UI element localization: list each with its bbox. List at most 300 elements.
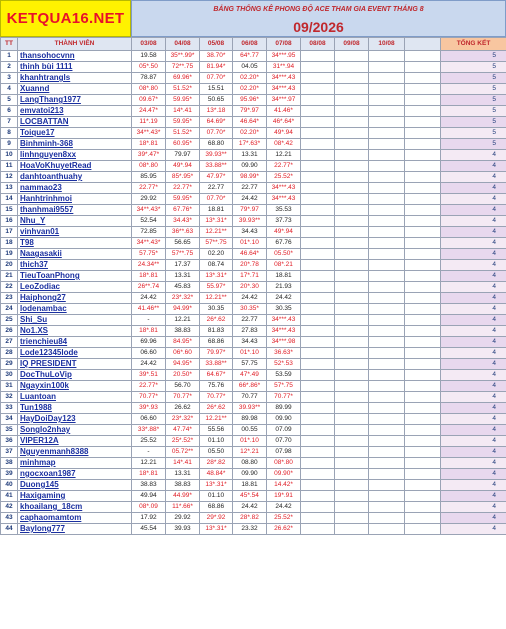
score-cell bbox=[335, 62, 369, 73]
score-cell: 26*.62 bbox=[200, 403, 233, 414]
score-cell: 70.77* bbox=[132, 392, 166, 403]
score-cell: 24.47* bbox=[132, 106, 166, 117]
col-0408: 04/08 bbox=[166, 38, 200, 51]
row-number: 29 bbox=[1, 359, 18, 370]
table-row bbox=[1, 315, 506, 326]
score-cell bbox=[301, 238, 335, 249]
score-cell: 08*.21 bbox=[267, 260, 301, 271]
score-cell: 11*.19 bbox=[132, 117, 166, 128]
score-cell: 01*.10 bbox=[233, 348, 267, 359]
table-row bbox=[1, 73, 506, 84]
score-cell: 14*.41 bbox=[166, 458, 200, 469]
row-number: 6 bbox=[1, 106, 18, 117]
score-cell: - bbox=[132, 447, 166, 458]
score-cell: 59.95* bbox=[166, 117, 200, 128]
score-cell bbox=[369, 436, 405, 447]
member-name[interactable]: IQ PRESIDENT bbox=[18, 359, 132, 370]
score-cell bbox=[301, 282, 335, 293]
blank-cell bbox=[405, 326, 441, 337]
score-cell bbox=[301, 491, 335, 502]
row-number: 8 bbox=[1, 128, 18, 139]
score-cell: 49*.94 bbox=[267, 227, 301, 238]
total-cell: 4 bbox=[441, 436, 506, 447]
table-row bbox=[1, 392, 506, 403]
row-number: 10 bbox=[1, 150, 18, 161]
member-name[interactable]: Haxigaming bbox=[18, 491, 132, 502]
score-cell: 38.83 bbox=[166, 326, 200, 337]
member-name[interactable]: Baylong777 bbox=[18, 524, 132, 535]
score-cell bbox=[369, 260, 405, 271]
member-name[interactable]: nammao23 bbox=[18, 183, 132, 194]
member-name[interactable]: Hanhtrinhmoi bbox=[18, 194, 132, 205]
member-name[interactable]: emvatoi213 bbox=[18, 106, 132, 117]
score-cell: 39*.51 bbox=[132, 370, 166, 381]
score-cell bbox=[369, 161, 405, 172]
score-cell: 37.73 bbox=[267, 216, 301, 227]
score-cell: 13*.18 bbox=[200, 106, 233, 117]
table-row bbox=[1, 524, 506, 535]
row-number: 33 bbox=[1, 403, 18, 414]
total-cell: 4 bbox=[441, 172, 506, 183]
score-cell: 12.21** bbox=[200, 227, 233, 238]
score-cell bbox=[335, 139, 369, 150]
score-cell: 22.77* bbox=[132, 381, 166, 392]
score-cell: 47.74* bbox=[166, 425, 200, 436]
col-member: THÀNH VIÊN bbox=[18, 38, 132, 51]
total-cell: 5 bbox=[441, 128, 506, 139]
member-name[interactable]: Shi_Su bbox=[18, 315, 132, 326]
blank-cell bbox=[405, 139, 441, 150]
score-cell: 79*.97 bbox=[233, 205, 267, 216]
blank-cell bbox=[405, 271, 441, 282]
col-0908: 09/08 bbox=[335, 38, 369, 51]
total-cell: 4 bbox=[441, 293, 506, 304]
blank-cell bbox=[405, 447, 441, 458]
score-cell: 34***.43 bbox=[267, 315, 301, 326]
score-cell bbox=[335, 458, 369, 469]
score-cell: 09.90* bbox=[267, 469, 301, 480]
score-cell bbox=[301, 425, 335, 436]
score-cell: 34.43* bbox=[166, 216, 200, 227]
score-cell: 05.50 bbox=[200, 447, 233, 458]
score-cell: 01.10 bbox=[200, 491, 233, 502]
member-name[interactable]: vinhvan01 bbox=[18, 227, 132, 238]
member-name[interactable]: thansohocvnn bbox=[18, 51, 132, 62]
score-cell: 08.80 bbox=[233, 458, 267, 469]
row-number: 32 bbox=[1, 392, 18, 403]
score-cell: 95.96* bbox=[233, 95, 267, 106]
score-cell bbox=[335, 249, 369, 260]
score-cell bbox=[335, 436, 369, 447]
total-cell: 4 bbox=[441, 271, 506, 282]
score-cell: 64.69* bbox=[200, 117, 233, 128]
score-cell bbox=[369, 458, 405, 469]
score-cell bbox=[301, 183, 335, 194]
score-cell bbox=[301, 326, 335, 337]
blank-cell bbox=[405, 106, 441, 117]
blank-cell bbox=[405, 150, 441, 161]
sheet-subtitle: BẢNG THỐNG KÊ PHONG ĐỘ ACE THAM GIA EVENT THÁNG 8 bbox=[213, 6, 424, 13]
total-cell: 5 bbox=[441, 117, 506, 128]
member-name[interactable]: Lode12345lode bbox=[18, 348, 132, 359]
table-row bbox=[1, 194, 506, 205]
score-cell bbox=[369, 480, 405, 491]
member-name[interactable]: Nguyenmanh8388 bbox=[18, 447, 132, 458]
title-box bbox=[131, 0, 506, 37]
score-cell: 08*.80 bbox=[132, 84, 166, 95]
total-cell: 5 bbox=[441, 106, 506, 117]
score-cell: 17*.63* bbox=[233, 139, 267, 150]
score-cell: 36**.63 bbox=[166, 227, 200, 238]
score-cell bbox=[369, 447, 405, 458]
score-cell bbox=[335, 491, 369, 502]
row-number: 9 bbox=[1, 139, 18, 150]
blank-cell bbox=[405, 513, 441, 524]
total-cell: 4 bbox=[441, 480, 506, 491]
member-name[interactable]: thinh bùi 1111 bbox=[18, 62, 132, 73]
sheet-header bbox=[0, 0, 506, 38]
blank-cell bbox=[405, 161, 441, 172]
score-cell bbox=[301, 480, 335, 491]
score-cell: 34**.43* bbox=[132, 128, 166, 139]
blank-cell bbox=[405, 315, 441, 326]
stats-table bbox=[0, 37, 506, 535]
col-1008: 10/08 bbox=[369, 38, 405, 51]
table-row bbox=[1, 282, 506, 293]
score-cell: 27.83 bbox=[233, 326, 267, 337]
total-cell: 4 bbox=[441, 161, 506, 172]
score-cell: 04.05 bbox=[233, 62, 267, 73]
blank-cell bbox=[405, 227, 441, 238]
row-number: 3 bbox=[1, 73, 18, 84]
score-cell bbox=[301, 95, 335, 106]
member-name[interactable]: linhnguyen8xx bbox=[18, 150, 132, 161]
score-cell: 19.58 bbox=[132, 51, 166, 62]
score-cell: 24.34** bbox=[132, 260, 166, 271]
blank-cell bbox=[405, 73, 441, 84]
score-cell: 79.97* bbox=[200, 348, 233, 359]
score-cell bbox=[335, 337, 369, 348]
blank-cell bbox=[405, 491, 441, 502]
score-cell: 34***.43 bbox=[267, 326, 301, 337]
score-cell bbox=[369, 183, 405, 194]
score-cell bbox=[335, 513, 369, 524]
score-cell bbox=[369, 315, 405, 326]
table-row bbox=[1, 326, 506, 337]
score-cell: 30.35 bbox=[200, 304, 233, 315]
table-row bbox=[1, 469, 506, 480]
member-name[interactable]: HoaVoKhuyetRead bbox=[18, 161, 132, 172]
score-cell bbox=[335, 238, 369, 249]
row-number: 25 bbox=[1, 315, 18, 326]
score-cell bbox=[335, 425, 369, 436]
score-cell: 34***.98 bbox=[267, 337, 301, 348]
score-cell bbox=[335, 469, 369, 480]
total-cell: 4 bbox=[441, 524, 506, 535]
score-cell bbox=[301, 392, 335, 403]
score-cell bbox=[335, 282, 369, 293]
member-name[interactable]: Songlo2nhay bbox=[18, 425, 132, 436]
table-row bbox=[1, 513, 506, 524]
member-name[interactable]: TieuToanPhong bbox=[18, 271, 132, 282]
score-cell bbox=[369, 117, 405, 128]
score-cell bbox=[301, 359, 335, 370]
row-number: 7 bbox=[1, 117, 18, 128]
table-row bbox=[1, 271, 506, 282]
score-cell: 33.88** bbox=[200, 359, 233, 370]
score-cell: 49*.94 bbox=[166, 161, 200, 172]
score-cell: 35**.99* bbox=[166, 51, 200, 62]
score-cell: 49.94 bbox=[132, 491, 166, 502]
total-cell: 4 bbox=[441, 205, 506, 216]
score-cell: 81.94* bbox=[200, 62, 233, 73]
score-cell bbox=[301, 227, 335, 238]
total-cell: 4 bbox=[441, 238, 506, 249]
table-row bbox=[1, 458, 506, 469]
score-cell bbox=[335, 315, 369, 326]
score-cell: 53.59 bbox=[267, 370, 301, 381]
table-row bbox=[1, 480, 506, 491]
score-cell: 51.52* bbox=[166, 84, 200, 95]
score-cell bbox=[301, 469, 335, 480]
blank-cell bbox=[405, 84, 441, 95]
score-cell bbox=[369, 282, 405, 293]
row-number: 16 bbox=[1, 216, 18, 227]
score-cell bbox=[335, 348, 369, 359]
member-name[interactable]: LeoZodiac bbox=[18, 282, 132, 293]
score-cell: 24.42 bbox=[267, 293, 301, 304]
member-name[interactable]: caphaomamtom bbox=[18, 513, 132, 524]
member-name[interactable]: Binhminh-368 bbox=[18, 139, 132, 150]
score-cell: 07.70 bbox=[267, 436, 301, 447]
score-cell: 35.53 bbox=[267, 205, 301, 216]
member-name[interactable]: minhmap bbox=[18, 458, 132, 469]
score-cell: 34**.43* bbox=[132, 238, 166, 249]
score-cell: 06.60 bbox=[132, 348, 166, 359]
score-cell: 70.77* bbox=[166, 392, 200, 403]
score-cell: 98.99* bbox=[233, 172, 267, 183]
score-cell: 02.20 bbox=[200, 249, 233, 260]
score-cell bbox=[369, 227, 405, 238]
score-cell: 08*.80 bbox=[132, 161, 166, 172]
score-cell bbox=[335, 260, 369, 271]
row-number: 37 bbox=[1, 447, 18, 458]
score-cell: 20.50* bbox=[166, 370, 200, 381]
member-name[interactable]: HayDoiDay123 bbox=[18, 414, 132, 425]
score-cell bbox=[335, 326, 369, 337]
member-name[interactable]: LangThang1977 bbox=[18, 95, 132, 106]
score-cell bbox=[301, 524, 335, 535]
member-name[interactable]: Haiphong27 bbox=[18, 293, 132, 304]
score-cell: 55.56 bbox=[200, 425, 233, 436]
score-cell: 25*.52* bbox=[166, 436, 200, 447]
row-number: 24 bbox=[1, 304, 18, 315]
score-cell bbox=[301, 62, 335, 73]
row-number: 18 bbox=[1, 238, 18, 249]
row-number: 43 bbox=[1, 513, 18, 524]
table-row bbox=[1, 491, 506, 502]
score-cell: 11*.66* bbox=[166, 502, 200, 513]
score-cell bbox=[301, 249, 335, 260]
score-cell bbox=[335, 381, 369, 392]
score-cell: 39.93** bbox=[233, 403, 267, 414]
row-number: 31 bbox=[1, 381, 18, 392]
score-cell: 34***.43 bbox=[267, 183, 301, 194]
score-cell: 18.81 bbox=[233, 480, 267, 491]
member-name[interactable]: Duong145 bbox=[18, 480, 132, 491]
row-number: 40 bbox=[1, 480, 18, 491]
member-name[interactable]: Luantoan bbox=[18, 392, 132, 403]
member-name[interactable]: Ngayxin100k bbox=[18, 381, 132, 392]
score-cell bbox=[301, 128, 335, 139]
header-row bbox=[1, 38, 506, 51]
score-cell bbox=[369, 326, 405, 337]
score-cell: 08*.42 bbox=[267, 139, 301, 150]
member-name[interactable]: LOCBATTAN bbox=[18, 117, 132, 128]
score-cell bbox=[335, 106, 369, 117]
total-cell: 4 bbox=[441, 491, 506, 502]
score-cell: 59.95* bbox=[166, 194, 200, 205]
site-logo[interactable]: KETQUA16.NET bbox=[0, 0, 131, 37]
score-cell: 07.09 bbox=[267, 425, 301, 436]
total-cell: 4 bbox=[441, 194, 506, 205]
member-name[interactable]: khanhtrangls bbox=[18, 73, 132, 84]
score-cell: 47.97* bbox=[200, 172, 233, 183]
score-cell bbox=[369, 469, 405, 480]
table-body bbox=[1, 51, 506, 535]
blank-cell bbox=[405, 304, 441, 315]
score-cell bbox=[369, 51, 405, 62]
row-number: 27 bbox=[1, 337, 18, 348]
score-cell: 68.80 bbox=[200, 139, 233, 150]
score-cell: 30.35* bbox=[233, 304, 267, 315]
score-cell bbox=[301, 513, 335, 524]
score-cell: 38.83 bbox=[132, 480, 166, 491]
blank-cell bbox=[405, 458, 441, 469]
score-cell: 19*.91 bbox=[267, 491, 301, 502]
score-cell: 66*.86* bbox=[233, 381, 267, 392]
total-cell: 4 bbox=[441, 370, 506, 381]
total-cell: 5 bbox=[441, 51, 506, 62]
score-cell: 29*.92 bbox=[200, 513, 233, 524]
total-cell: 5 bbox=[441, 84, 506, 95]
row-number: 26 bbox=[1, 326, 18, 337]
score-cell bbox=[335, 117, 369, 128]
total-cell: 4 bbox=[441, 381, 506, 392]
total-cell: 4 bbox=[441, 414, 506, 425]
score-cell: 09.90 bbox=[267, 414, 301, 425]
total-cell: 5 bbox=[441, 62, 506, 73]
member-name[interactable]: Toique17 bbox=[18, 128, 132, 139]
score-cell: 17.92 bbox=[132, 513, 166, 524]
row-number: 12 bbox=[1, 172, 18, 183]
table-row bbox=[1, 348, 506, 359]
score-cell bbox=[301, 139, 335, 150]
score-cell bbox=[301, 73, 335, 84]
total-cell: 4 bbox=[441, 315, 506, 326]
score-cell: 12.21** bbox=[200, 293, 233, 304]
member-name[interactable]: Nhu_Y bbox=[18, 216, 132, 227]
member-name[interactable]: trienchieu84 bbox=[18, 337, 132, 348]
score-cell: 23*.32* bbox=[166, 293, 200, 304]
blank-cell bbox=[405, 502, 441, 513]
score-cell: 48.84* bbox=[200, 469, 233, 480]
col-0808: 08/08 bbox=[301, 38, 335, 51]
score-cell bbox=[369, 172, 405, 183]
score-cell: 45.54 bbox=[132, 524, 166, 535]
blank-cell bbox=[405, 436, 441, 447]
member-name[interactable]: No1.XS bbox=[18, 326, 132, 337]
score-cell bbox=[369, 62, 405, 73]
blank-cell bbox=[405, 381, 441, 392]
total-cell: 4 bbox=[441, 392, 506, 403]
blank-cell bbox=[405, 172, 441, 183]
member-name[interactable]: khoailang_18cm bbox=[18, 502, 132, 513]
row-number: 42 bbox=[1, 502, 18, 513]
member-name[interactable]: Xuannd bbox=[18, 84, 132, 95]
member-name[interactable]: danhtoanthuahy bbox=[18, 172, 132, 183]
total-cell: 4 bbox=[441, 216, 506, 227]
member-name[interactable]: thich37 bbox=[18, 260, 132, 271]
blank-cell bbox=[405, 469, 441, 480]
score-cell: 25.52 bbox=[132, 436, 166, 447]
member-name[interactable]: ngocxoan1987 bbox=[18, 469, 132, 480]
score-cell: 39.93** bbox=[233, 216, 267, 227]
score-cell: 31**.94 bbox=[267, 62, 301, 73]
score-cell bbox=[301, 315, 335, 326]
score-cell: 46*.64* bbox=[267, 117, 301, 128]
score-cell: 22.77* bbox=[132, 183, 166, 194]
total-cell: 4 bbox=[441, 469, 506, 480]
score-cell bbox=[301, 447, 335, 458]
score-cell bbox=[335, 216, 369, 227]
member-name[interactable]: VIPER12A bbox=[18, 436, 132, 447]
score-cell: 13*.31* bbox=[200, 524, 233, 535]
member-name[interactable]: T98 bbox=[18, 238, 132, 249]
score-cell bbox=[369, 106, 405, 117]
score-cell: 12*.21 bbox=[233, 447, 267, 458]
score-cell: 09.90 bbox=[233, 469, 267, 480]
score-cell: 24.42 bbox=[233, 194, 267, 205]
score-cell bbox=[335, 73, 369, 84]
col-0508: 05/08 bbox=[200, 38, 233, 51]
blank-cell bbox=[405, 205, 441, 216]
score-cell: 06*.60 bbox=[166, 348, 200, 359]
member-name[interactable]: DocThuLoVip bbox=[18, 370, 132, 381]
score-cell: - bbox=[132, 315, 166, 326]
score-cell: 01*.10 bbox=[233, 238, 267, 249]
score-cell: 18*.81 bbox=[132, 139, 166, 150]
score-cell: 46.64* bbox=[233, 117, 267, 128]
total-cell: 4 bbox=[441, 359, 506, 370]
blank-cell bbox=[405, 194, 441, 205]
member-name[interactable]: thanhmai9557 bbox=[18, 205, 132, 216]
table-row bbox=[1, 216, 506, 227]
score-cell: 85*.95* bbox=[166, 172, 200, 183]
score-cell: 64*.77 bbox=[233, 51, 267, 62]
member-name[interactable]: Naagasakii bbox=[18, 249, 132, 260]
member-name[interactable]: lodenambac bbox=[18, 304, 132, 315]
score-cell: 39.93** bbox=[200, 150, 233, 161]
score-cell: 94.99* bbox=[166, 304, 200, 315]
table-row bbox=[1, 183, 506, 194]
row-number: 2 bbox=[1, 62, 18, 73]
member-name[interactable]: Tun1988 bbox=[18, 403, 132, 414]
score-cell: 22.77 bbox=[233, 183, 267, 194]
score-cell: 34.43 bbox=[233, 227, 267, 238]
score-cell: 39.93 bbox=[166, 524, 200, 535]
blank-cell bbox=[405, 414, 441, 425]
